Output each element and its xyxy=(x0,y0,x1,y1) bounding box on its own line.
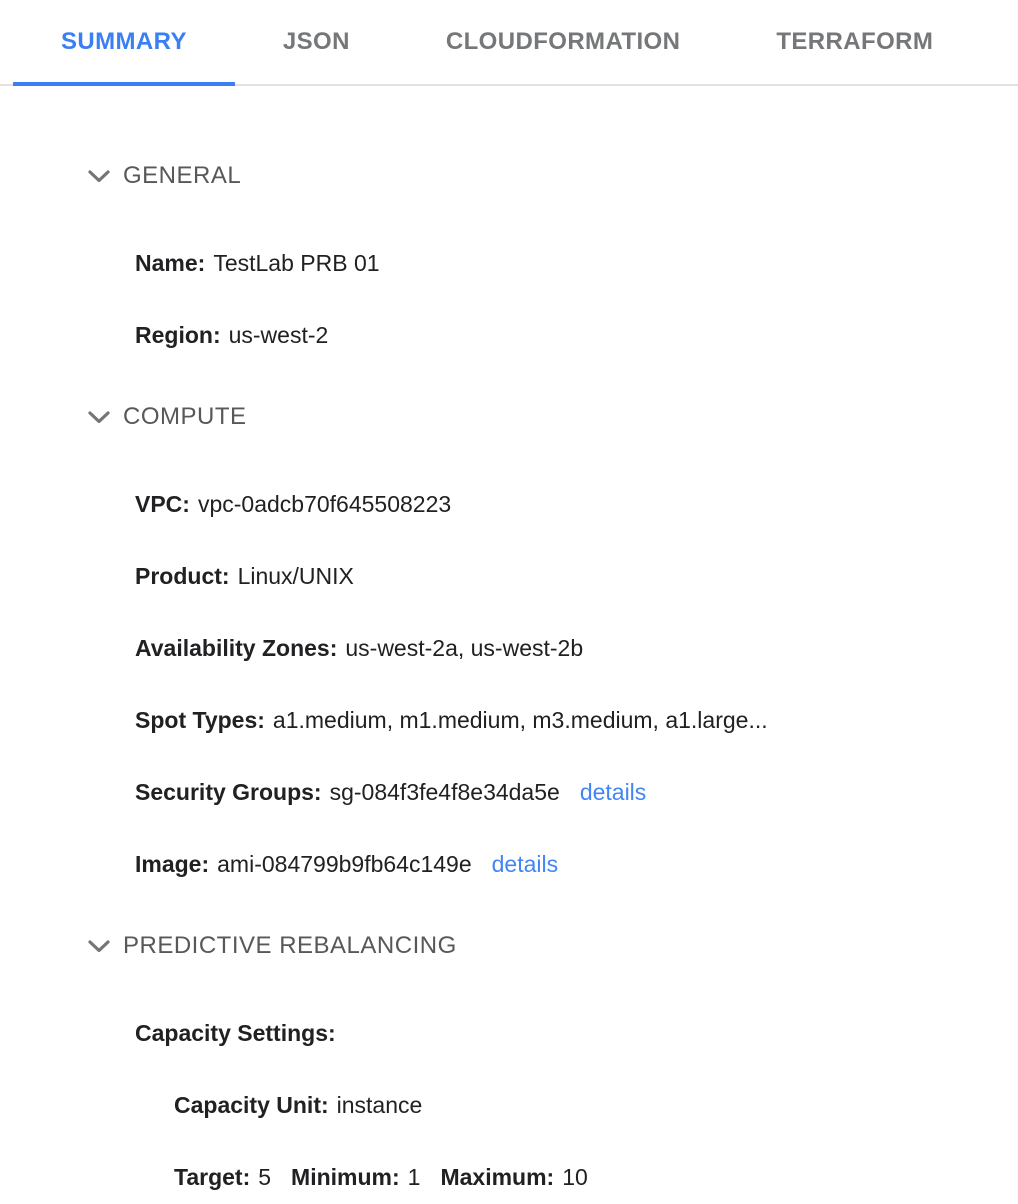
field-label: Maximum: xyxy=(440,1164,555,1190)
field-row xyxy=(135,635,1018,661)
field-value: vpc-0adcb70f645508223 xyxy=(197,491,452,517)
section-rows xyxy=(0,491,1018,877)
section-rows xyxy=(0,250,1018,348)
field-pair xyxy=(135,563,354,589)
field-row xyxy=(135,322,1018,348)
field-pair xyxy=(135,322,328,348)
field-row xyxy=(135,1020,1018,1046)
section-header xyxy=(88,931,1018,961)
field-label: Capacity Settings: xyxy=(135,1020,336,1046)
field-value: a1.medium, m1.medium, m3.medium, a1.large... xyxy=(272,707,768,733)
tab-json[interactable] xyxy=(235,0,398,84)
field-label: Minimum: xyxy=(291,1164,400,1190)
field-pair xyxy=(135,851,472,877)
tab-summary[interactable] xyxy=(13,0,235,84)
details-link[interactable]: details xyxy=(491,851,559,877)
field-row xyxy=(135,491,1018,517)
field-pair xyxy=(135,491,451,517)
summary-content xyxy=(0,161,1018,1204)
field-label: Availability Zones: xyxy=(135,635,338,661)
field-value: TestLab PRB 01 xyxy=(213,250,380,276)
field-pair xyxy=(135,707,768,733)
field-row xyxy=(135,563,1018,589)
tab-label: CLOUDFORMATION xyxy=(445,28,681,55)
section-title: PREDICTIVE REBALANCING xyxy=(123,932,457,959)
field-value: us-west-2 xyxy=(228,322,329,348)
section-compute xyxy=(0,402,1018,877)
field-label: Region: xyxy=(135,322,221,348)
field-value: Linux/UNIX xyxy=(237,563,354,589)
field-label: VPC: xyxy=(135,491,190,517)
tab-cloudformation[interactable] xyxy=(398,0,728,84)
section-rows xyxy=(0,1020,1018,1190)
tab-label: SUMMARY xyxy=(61,28,187,55)
field-row xyxy=(135,250,1018,276)
field-pair xyxy=(174,1092,422,1118)
field-label: Target: xyxy=(174,1164,251,1190)
field-value: 1 xyxy=(407,1164,421,1190)
field-pair xyxy=(135,250,380,276)
tab-label: TERRAFORM xyxy=(776,28,934,55)
field-value: ami-084799b9fb64c149e xyxy=(217,851,472,877)
field-pair xyxy=(135,635,583,661)
tab-label: JSON xyxy=(282,28,350,55)
field-value: 5 xyxy=(258,1164,272,1190)
field-label: Image: xyxy=(135,851,210,877)
field-row xyxy=(135,851,1018,877)
field-pair xyxy=(135,779,560,805)
field-value: sg-084f3fe4f8e34da5e xyxy=(329,779,560,805)
field-label: Capacity Unit: xyxy=(174,1092,329,1118)
field-value: instance xyxy=(336,1092,423,1118)
field-pair xyxy=(440,1164,587,1190)
field-pair xyxy=(291,1164,420,1190)
active-tab-indicator xyxy=(13,82,235,86)
field-row xyxy=(174,1092,1018,1118)
tab-bar xyxy=(0,0,1018,86)
details-link[interactable]: details xyxy=(579,779,647,805)
field-label: Spot Types: xyxy=(135,707,265,733)
section-title: COMPUTE xyxy=(123,403,247,430)
tab-terraform[interactable] xyxy=(728,0,981,84)
field-value: us-west-2a, us-west-2b xyxy=(345,635,584,661)
field-row xyxy=(135,707,1018,733)
chevron-down-icon[interactable] xyxy=(88,170,110,183)
field-pair xyxy=(174,1164,271,1190)
field-value: 10 xyxy=(562,1164,588,1190)
chevron-down-icon[interactable] xyxy=(88,411,110,424)
field-row xyxy=(135,779,1018,805)
chevron-down-icon[interactable] xyxy=(88,940,110,953)
section-predictive-rebalancing xyxy=(0,931,1018,1190)
section-header xyxy=(88,402,1018,432)
field-label: Name: xyxy=(135,250,206,276)
section-general xyxy=(0,161,1018,348)
section-title: GENERAL xyxy=(123,162,242,189)
field-label: Security Groups: xyxy=(135,779,322,805)
field-row xyxy=(174,1164,1018,1190)
section-header xyxy=(88,161,1018,191)
field-label: Product: xyxy=(135,563,230,589)
field-pair xyxy=(135,1020,336,1046)
